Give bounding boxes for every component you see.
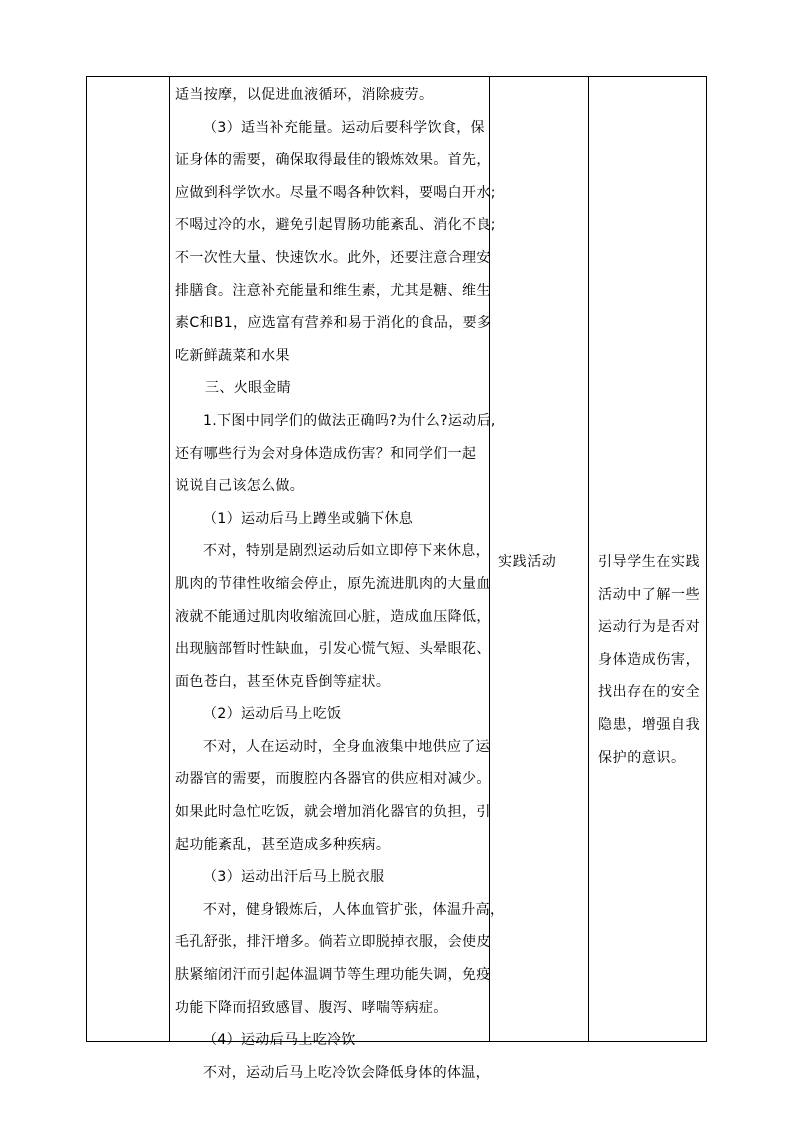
content-line: （2）运动后马上吃饭: [203, 706, 342, 723]
content-line: 起功能紊乱，甚至造成多种疾病。: [175, 836, 391, 853]
content-line: （1）运动后马上蹲坐或躺下休息: [203, 510, 414, 527]
teaching-content-column: [169, 77, 505, 1081]
intent-line: 保护的意识。: [598, 749, 686, 766]
content-line: 不一次性大量、快速饮水。此外，还要注意合理安: [175, 249, 491, 266]
activity-label: 实践活动: [498, 554, 557, 570]
intent-line: 运动行为是否对: [598, 619, 701, 636]
design-intent-column: [589, 77, 707, 1041]
content-line: 如果此时急忙吃饭，就会增加消化器官的负担，引: [175, 804, 491, 821]
content-line: 肤紧缩闭汗而引起体温调节等生理功能失调，免疫: [175, 967, 491, 984]
content-line: 三、火眼金睛: [205, 380, 292, 397]
content-line: （3）适当补充能量。运动后要科学饮食，保: [203, 119, 485, 136]
content-line: 液就不能通过肌肉收缩流回心脏，造成血压降低，: [175, 608, 491, 625]
intent-line: 隐患，增强自我: [598, 717, 701, 733]
content-line: 肌肉的节律性收缩会停止，原先流进肌肉的大量血: [175, 575, 491, 592]
content-line: 吃新鲜蔬菜和水果: [175, 347, 290, 364]
lesson-table: [86, 76, 707, 1081]
content-line: 证身体的需要，确保取得最佳的锻炼效果。首先，: [175, 152, 491, 169]
content-line: （4）运动后马上吃冷饮: [203, 1032, 356, 1049]
content-line: 素C和B1，应选富有营养和易于消化的食品，要多: [175, 315, 492, 332]
content-line: 应做到科学饮水。尽量不喝各种饮料，要喝白开水;: [175, 184, 496, 201]
content-line: 动器官的需要，而腹腔内各器官的供应相对减少。: [175, 771, 491, 788]
content-line: 面色苍白，甚至休克昏倒等症状。: [175, 673, 391, 690]
content-line: 排膳食。注意补充能量和维生素，尤其是糖、维生: [175, 282, 491, 299]
content-line: 出现脑部暂时性缺血，引发心慌气短、头晕眼花、: [175, 641, 491, 658]
content-line: 1.下图中同学们的做法正确吗?为什么?运动后,: [203, 412, 496, 429]
content-line: 毛孔舒张，排汗增多。倘若立即脱掉衣服，会使皮: [175, 934, 491, 951]
content-line: 不喝过冷的水，避免引起胃肠功能紊乱、消化不良;: [175, 217, 496, 234]
content-line: （3）运动出汗后马上脱衣服: [203, 869, 385, 886]
intent-line: 身体造成伤害，: [598, 651, 701, 668]
intent-line: 引导学生在实践: [598, 554, 701, 570]
content-line: 不对，健身锻炼后，人体血管扩张，体温升高，: [203, 901, 505, 918]
content-line: 功能下降而招致感冒、腹泻、哮喘等病症。: [175, 999, 448, 1016]
content-line: 还有哪些行为会对身体造成伤害？和同学们一起: [175, 445, 477, 462]
content-line: 适当按摩，以促进血液循环，消除疲劳。: [175, 87, 434, 103]
content-line: 不对，运动后马上吃冷饮会降低身体的体温，: [203, 1064, 490, 1081]
content-line: 说说自己该怎么做。: [175, 478, 305, 495]
intent-line: 找出存在的安全: [598, 684, 701, 701]
content-line: 不对，人在运动时，全身血液集中地供应了运: [203, 738, 490, 755]
empty-first-column: [87, 77, 169, 1041]
activity-column: [490, 77, 588, 1041]
intent-line: 活动中了解一些: [598, 586, 701, 603]
content-line: 不对，特别是剧烈运动后如立即停下来休息，: [203, 543, 490, 560]
